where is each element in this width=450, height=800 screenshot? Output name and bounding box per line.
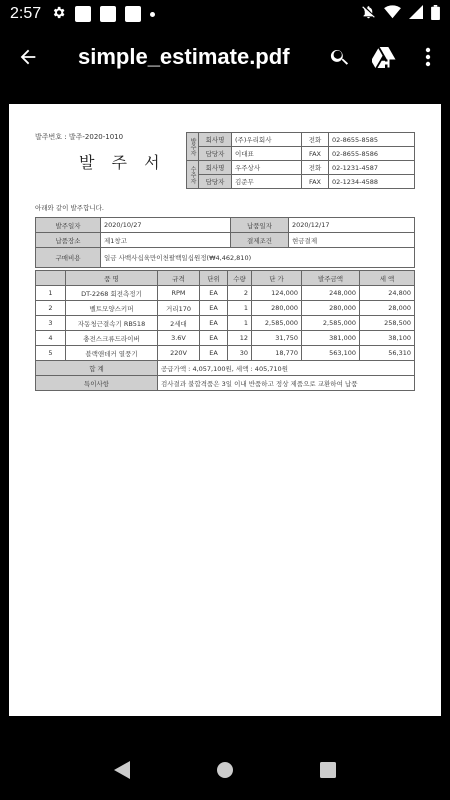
cell: 258,500 [360,316,415,331]
cell: 전화 [302,161,329,175]
remarks-row [36,376,415,391]
cell: 38,100 [360,331,415,346]
settings-icon [51,5,66,24]
notification-square-icon [75,6,91,22]
notification-square-icon [125,6,141,22]
orderer-label: 발주자 [187,133,199,161]
cell: 280,000 [302,301,360,316]
more-vert-icon[interactable] [406,33,450,81]
cell: 이대표 [232,147,302,161]
remarks-label: 특이사항 [36,376,158,391]
column-header: 단위 [200,271,228,286]
table-row [36,301,415,316]
table-row [36,346,415,361]
cell: EA [200,286,228,301]
total-row [36,361,415,376]
cell: 248,000 [302,286,360,301]
cell: 02-1231-4587 [329,161,415,175]
parties-table [186,132,415,189]
cell: 563,100 [302,346,360,361]
cell: RPM [158,286,200,301]
cell: 2,585,000 [302,316,360,331]
cell: 1 [228,316,252,331]
cell: FAX [302,175,329,189]
column-header: 규격 [158,271,200,286]
cell: 납품장소 [36,233,101,248]
cell: 담당자 [199,175,232,189]
column-header: 단 가 [252,271,302,286]
cell: 2 [228,286,252,301]
cell: 결제조건 [231,233,289,248]
cell: 02-1234-4588 [329,175,415,189]
more-dot-icon [150,12,155,17]
cell: EA [200,316,228,331]
cell: (주)우리회사 [232,133,302,147]
pdf-page[interactable] [9,104,441,716]
table-row [36,286,415,301]
cell: EA [200,346,228,361]
document-title: simple_estimate.pdf [78,44,290,69]
cell: 220V [158,346,200,361]
cell: 우주상사 [232,161,302,175]
order-title: 발 주 서 [79,153,166,172]
wifi-icon [384,5,401,23]
column-header: 세 액 [360,271,415,286]
cell: 회사명 [199,161,232,175]
cell: DT-2268 회전측정기 [66,286,158,301]
cell: 회사명 [199,133,232,147]
cell: 30 [228,346,252,361]
search-icon[interactable] [318,33,362,81]
cell: 김준무 [232,175,302,189]
cell: 2세대 [158,316,200,331]
cell: FAX [302,147,329,161]
cell: 발주일자 [36,218,101,233]
cell: 제1창고 [101,233,231,248]
table-row [36,316,415,331]
cell: EA [200,301,228,316]
cell: 02-8655-8586 [329,147,415,161]
cell: 블랙앤데커 열풍기 [66,346,158,361]
recents-square-icon[interactable] [308,750,348,790]
clock: 2:57 [10,5,42,22]
cell: 3 [36,316,66,331]
purchase-order [35,132,415,391]
cell: 18,770 [252,346,302,361]
cell: 5 [36,346,66,361]
battery-icon [431,5,440,24]
cell: EA [200,331,228,346]
total-label: 합 계 [36,361,158,376]
cell: 충전스크류드라이버 [66,331,158,346]
column-header [36,271,66,286]
cell: 일금 사백사십육만이천팔백일십원정(₩4,462,810) [101,248,415,268]
cell: 1 [36,286,66,301]
table-header-row [36,271,415,286]
arrow-back-icon[interactable] [0,29,56,85]
signal-icon [409,5,423,23]
cell: 2020/10/27 [101,218,231,233]
cell: 56,310 [360,346,415,361]
cell: 2020/12/17 [289,218,415,233]
cell: 거리170 [158,301,200,316]
cell: 31,750 [252,331,302,346]
add-to-drive-icon[interactable] [362,33,406,81]
cell: 381,000 [302,331,360,346]
order-note: 아래와 같이 발주합니다. [35,204,104,212]
total-value: 공급가액 : 4,057,100원, 세액 : 405,710원 [158,361,415,376]
cell: 3.6V [158,331,200,346]
cell: 12 [228,331,252,346]
cell: 24,800 [360,286,415,301]
order-info-table [35,217,415,268]
column-header: 발주금액 [302,271,360,286]
order-number: 발주번호 : 발주-2020-1010 [35,133,124,141]
cell: 2 [36,301,66,316]
app-bar [0,28,450,86]
cell: 2,585,000 [252,316,302,331]
items-table [35,270,415,391]
cell: 4 [36,331,66,346]
notifications-off-icon [361,4,376,24]
cell: 전화 [302,133,329,147]
cell: 납품일자 [231,218,289,233]
column-header: 수량 [228,271,252,286]
remarks-value: 검사결과 불합격품은 3일 이내 반품하고 정상 제품으로 교환하여 납품 [158,376,415,391]
notification-square-icon [100,6,116,22]
cell: 124,000 [252,286,302,301]
cell: 담당자 [199,147,232,161]
back-triangle-icon[interactable] [102,750,142,790]
home-circle-icon[interactable] [205,750,245,790]
cell: 자동청근결속기 RB518 [66,316,158,331]
cell: 28,000 [360,301,415,316]
cell: 02-8655-8585 [329,133,415,147]
cell: 현금결제 [289,233,415,248]
receiver-label: 수주자 [187,161,199,189]
cell: 구매비용 [36,248,101,268]
table-row [36,331,415,346]
navigation-bar [0,740,450,800]
status-bar [0,0,450,28]
cell: 벨트모양스키머 [66,301,158,316]
cell: 1 [228,301,252,316]
cell: 280,000 [252,301,302,316]
column-header: 품 명 [66,271,158,286]
